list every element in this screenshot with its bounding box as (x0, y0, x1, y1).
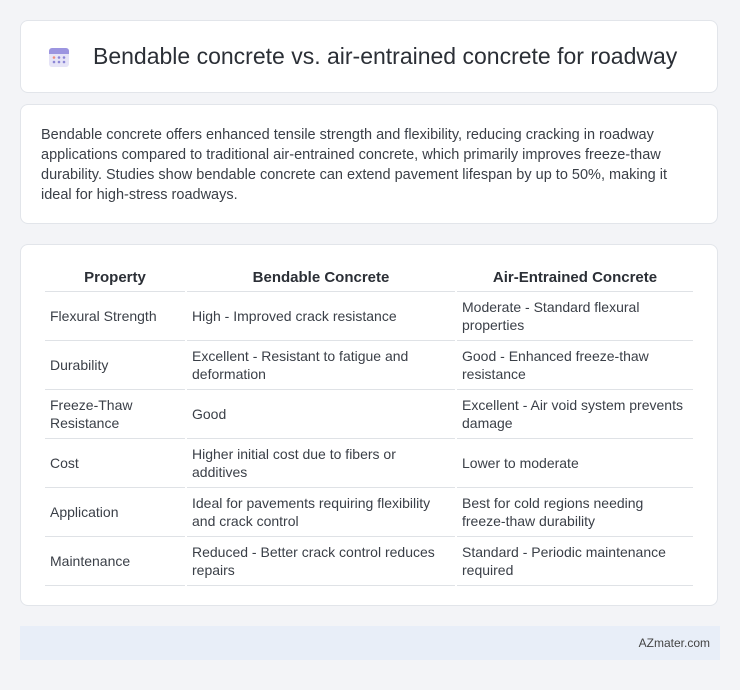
cell-bendable: Ideal for pavements requiring flexibility and crack control (187, 488, 455, 537)
cell-bendable: Excellent - Resistant to fatigue and deformation (187, 341, 455, 390)
table-row (45, 537, 693, 586)
footer (20, 626, 720, 660)
title-card (20, 20, 718, 93)
cell-air-entrained: Moderate - Standard flexural properties (457, 292, 693, 341)
cell-bendable: High - Improved crack resistance (187, 292, 455, 341)
cell-air-entrained: Best for cold regions needing freeze-thaw durability (457, 488, 693, 537)
cell-property: Durability (45, 341, 185, 390)
cell-property: Flexural Strength (45, 292, 185, 341)
cell-bendable: Higher initial cost due to fibers or additives (187, 439, 455, 488)
cell-bendable: Reduced - Better crack control reduces repairs (187, 537, 455, 586)
table-header-row (45, 263, 693, 292)
cell-property: Application (45, 488, 185, 537)
table-row (45, 439, 693, 488)
table-row (45, 390, 693, 439)
header-bendable: Bendable Concrete (187, 263, 455, 292)
table-row (45, 341, 693, 390)
page-title: Bendable concrete vs. air-entrained concrete for roadway (93, 43, 678, 69)
cell-property: Cost (45, 439, 185, 488)
comparison-card (20, 244, 718, 606)
intro-paragraph: Bendable concrete offers enhanced tensile strength and flexibility, reducing cracking in roadway applications compared to traditional air-entrained concrete, which primarily improves freeze-thaw durability. Studies show bendable concrete can extend pavement lifespan by up to 50%, making it ideal for high-stress roadways. (41, 127, 668, 203)
cell-property: Freeze-Thaw Resistance (45, 390, 185, 439)
cell-air-entrained: Lower to moderate (457, 439, 693, 488)
calendar-icon (47, 45, 71, 69)
cell-property: Maintenance (45, 537, 185, 586)
header-air-entrained: Air-Entrained Concrete (457, 263, 693, 292)
table-row (45, 292, 693, 341)
cell-bendable: Good (187, 390, 455, 439)
footer-brand[interactable]: AZmater.com (638, 636, 710, 650)
comparison-table (43, 263, 695, 586)
header-property: Property (45, 263, 185, 292)
cell-air-entrained: Good - Enhanced freeze-thaw resistance (457, 341, 693, 390)
cell-air-entrained: Standard - Periodic maintenance required (457, 537, 693, 586)
intro-card (20, 104, 718, 224)
table-row (45, 488, 693, 537)
cell-air-entrained: Excellent - Air void system prevents damage (457, 390, 693, 439)
